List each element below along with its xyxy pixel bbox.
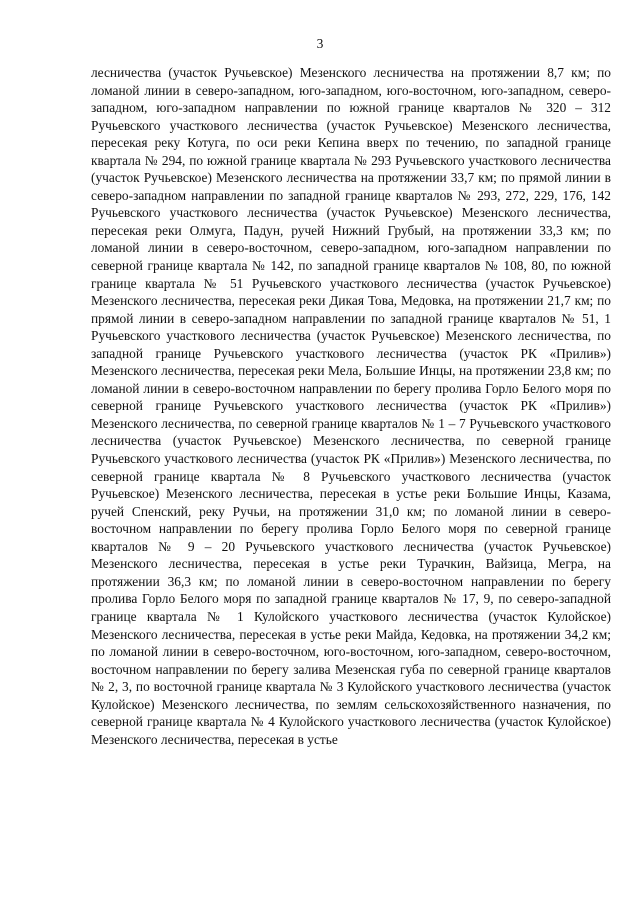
page-number: 3 — [316, 36, 324, 51]
body-paragraph: лесничества (участок Ручьевское) Мезенского лесничества на протяжении 8,7 км; по ломаной линии в северо-западном, юго-западном, юго-восточном, юго-западном, северо-западном, юго-западном направлении по южной границе кварталов № 320 – 312 Ручьевского участкового лесничества (участок Ручьевское) Мезенского лесничества, пересекая реку Котуга, по оси реки Кепина вверх по течению, по западной границе квартала № 294, по южной границе квартала № 293 Ручьевского участкового лесничества (участок Ручьевское) Мезенского лесничества на протяжении 33,7 км; по прямой линии в северо-западном направлении по западной границе кварталов № 293, 272, 229, 176, 142 Ручьевского участкового лесничества (участок Ручьевское) Мезенского лесничества, пересекая реки Олмуга, Падун, ручей Нижний Грубый, на протяжении 33,3 км; по ломаной линии в северо-восточном, северо-западном, юго-западном направлении по северной границе квартала № 142, по западной границе кварталов № 108, 80, по южной границе квартала № 51 Ручьевского участкового лесничества (участок Ручьевское) Мезенского лесничества, пересекая реки Дикая Това, Медовка, на протяжении 21,7 км; по прямой линии в северо-западном направлении по западной границе кварталов № 51, 1 Ручьевского участкового лесничества (участок Ручьевское) Мезенского лесничества, по западной границе Ручьевского участкового лесничества (участок РК «Прилив») Мезенского лесничества, пересекая реки Мела, Большие Инцы, на протяжении 23,8 км; по ломаной линии в северо-восточном направлении по берегу пролива Горло Белого моря по северной границе Ручьевского участкового лесничества (участок РК «Прилив») Мезенского лесничества, по северной границе кварталов № 1 – 7 Ручьевского участкового лесничества (участок Ручьевское) Мезенского лесничества, по северной границе Ручьевского участкового лесничества (участок РК «Прилив») Мезенского лесничества, по северной границе квартала № 8 Ручьевского участкового лесничества (участок Ручьевское) Мезенского лесничества, пересекая в устье реки Большие Инцы, Казама, ручей Спенский, реку Ручьи, на протяжении 31,0 км; по ломаной линии в северо-восточном направлении по берегу пролива Горло Белого моря по северной границе кварталов № 9 – 20 Ручьевского участкового лесничества (участок Ручьевское) Мезенского лесничества, пересекая в устье реки Турачкин, Вайзица, Мегра, на протяжении 36,3 км; по ломаной линии в северо-восточном направлении по берегу пролива Горло Белого моря по западной границе кварталов № 17, 9, по северо-западной границе квартала № 1 Кулойского участкового лесничества (участок Кулойское) Мезенского лесничества, пересекая в устье реки Майда, Кедовка, на протяжении 34,2 км; по ломаной линии в северо-восточном, юго-восточном, юго-западном, северо-восточном, восточном направлении по берегу залива Мезенская губа по северной границе кварталов № 2, 3, по восточной границе квартала № 3 Кулойского участкового лесничества (участок Кулойское) Мезенского лесничества, по землям сельскохозяйственного назначения, по северной границе квартала № 4 Кулойского участкового лесничества (участок Кулойское) Мезенского лесничества, пересекая в устье — [91, 65, 611, 747]
